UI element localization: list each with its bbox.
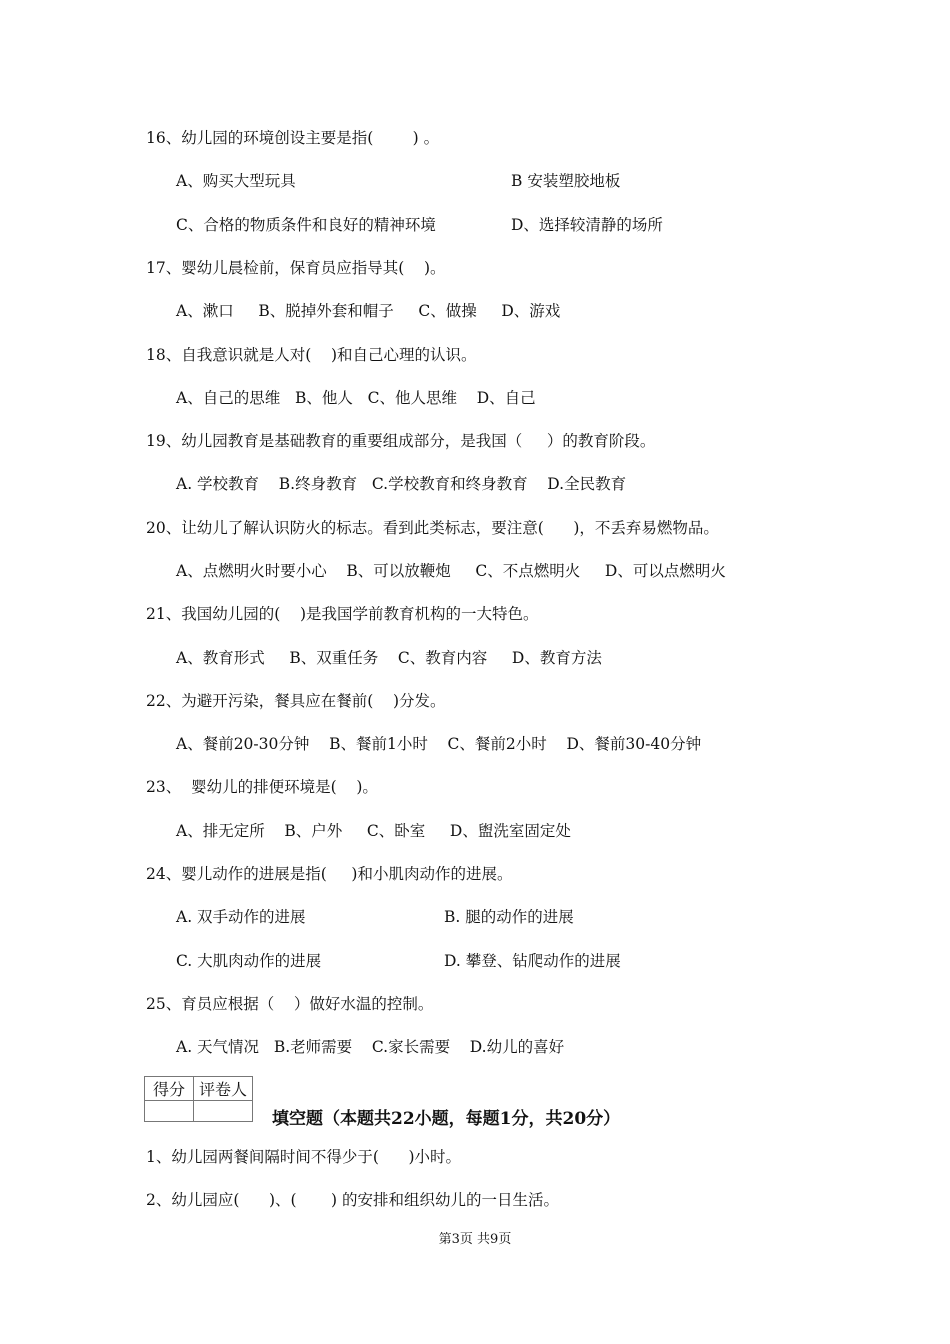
answer-option: C. 大肌肉动作的进展 [176, 952, 322, 970]
question-stem: 17、婴幼儿晨检前，保育员应指导其( )。 [146, 259, 446, 277]
answer-option: A、排无定所 B、户外 C、卧室 D、盥洗室固定处 [176, 822, 571, 840]
section-title: 填空题（本题共22小题，每题1分，共20分） [272, 1109, 621, 1129]
question-stem: 23、 婴幼儿的排便环境是( )。 [146, 778, 378, 796]
question-stem: 21、我国幼儿园的( )是我国学前教育机构的一大特色。 [146, 605, 539, 623]
question-stem: 16、幼儿园的环境创设主要是指( ) 。 [146, 129, 440, 147]
score-header: 得分 [145, 1077, 194, 1101]
answer-option: B 安装塑胶地板 [511, 172, 621, 190]
answer-option: C、合格的物质条件和良好的精神环境 [176, 216, 436, 234]
answer-option: A、点燃明火时要小心 B、可以放鞭炮 C、不点燃明火 D、可以点燃明火 [176, 562, 726, 580]
answer-option: A. 学校教育 B.终身教育 C.学校教育和终身教育 D.全民教育 [176, 475, 627, 493]
answer-option: A、购买大型玩具 [176, 172, 296, 190]
question-stem: 22、为避开污染，餐具应在餐前( )分发。 [146, 692, 446, 710]
page-footer: 第3页 共9页 [438, 1232, 512, 1247]
answer-option: A、餐前20-30分钟 B、餐前1小时 C、餐前2小时 D、餐前30-40分钟 [176, 735, 702, 753]
answer-option: A、自己的思维 B、他人 C、他人思维 D、自己 [176, 389, 536, 407]
answer-option: A、教育形式 B、双重任务 C、教育内容 D、教育方法 [176, 649, 602, 667]
question-stem: 20、让幼儿了解认识防火的标志。看到此类标志，要注意( )，不丢弃易燃物品。 [146, 519, 719, 537]
answer-option: D. 攀登、钻爬动作的进展 [444, 952, 621, 970]
grader-header: 评卷人 [194, 1077, 253, 1101]
answer-option: D、选择较清静的场所 [511, 216, 663, 234]
question-stem: 18、自我意识就是人对( )和自己心理的认识。 [146, 346, 477, 364]
fill-question-1: 1、幼儿园两餐间隔时间不得少于( )小时。 [146, 1148, 462, 1166]
answer-option: A、漱口 B、脱掉外套和帽子 C、做操 D、游戏 [176, 302, 561, 320]
grader-cell [194, 1101, 253, 1122]
fill-question-2: 2、幼儿园应( )、( ) 的安排和组织幼儿的一日生活。 [146, 1191, 560, 1209]
answer-option: B. 腿的动作的进展 [444, 908, 574, 926]
score-cell [145, 1101, 194, 1122]
question-stem: 19、幼儿园教育是基础教育的重要组成部分，是我国（ ）的教育阶段。 [146, 432, 656, 450]
answer-option: A. 双手动作的进展 [176, 908, 306, 926]
question-stem: 25、育员应根据（ ）做好水温的控制。 [146, 995, 434, 1013]
score-table [144, 1076, 253, 1122]
question-stem: 24、婴儿动作的进展是指( )和小肌肉动作的进展。 [146, 865, 513, 883]
answer-option: A. 天气情况 B.老师需要 C.家长需要 D.幼儿的喜好 [176, 1038, 565, 1056]
